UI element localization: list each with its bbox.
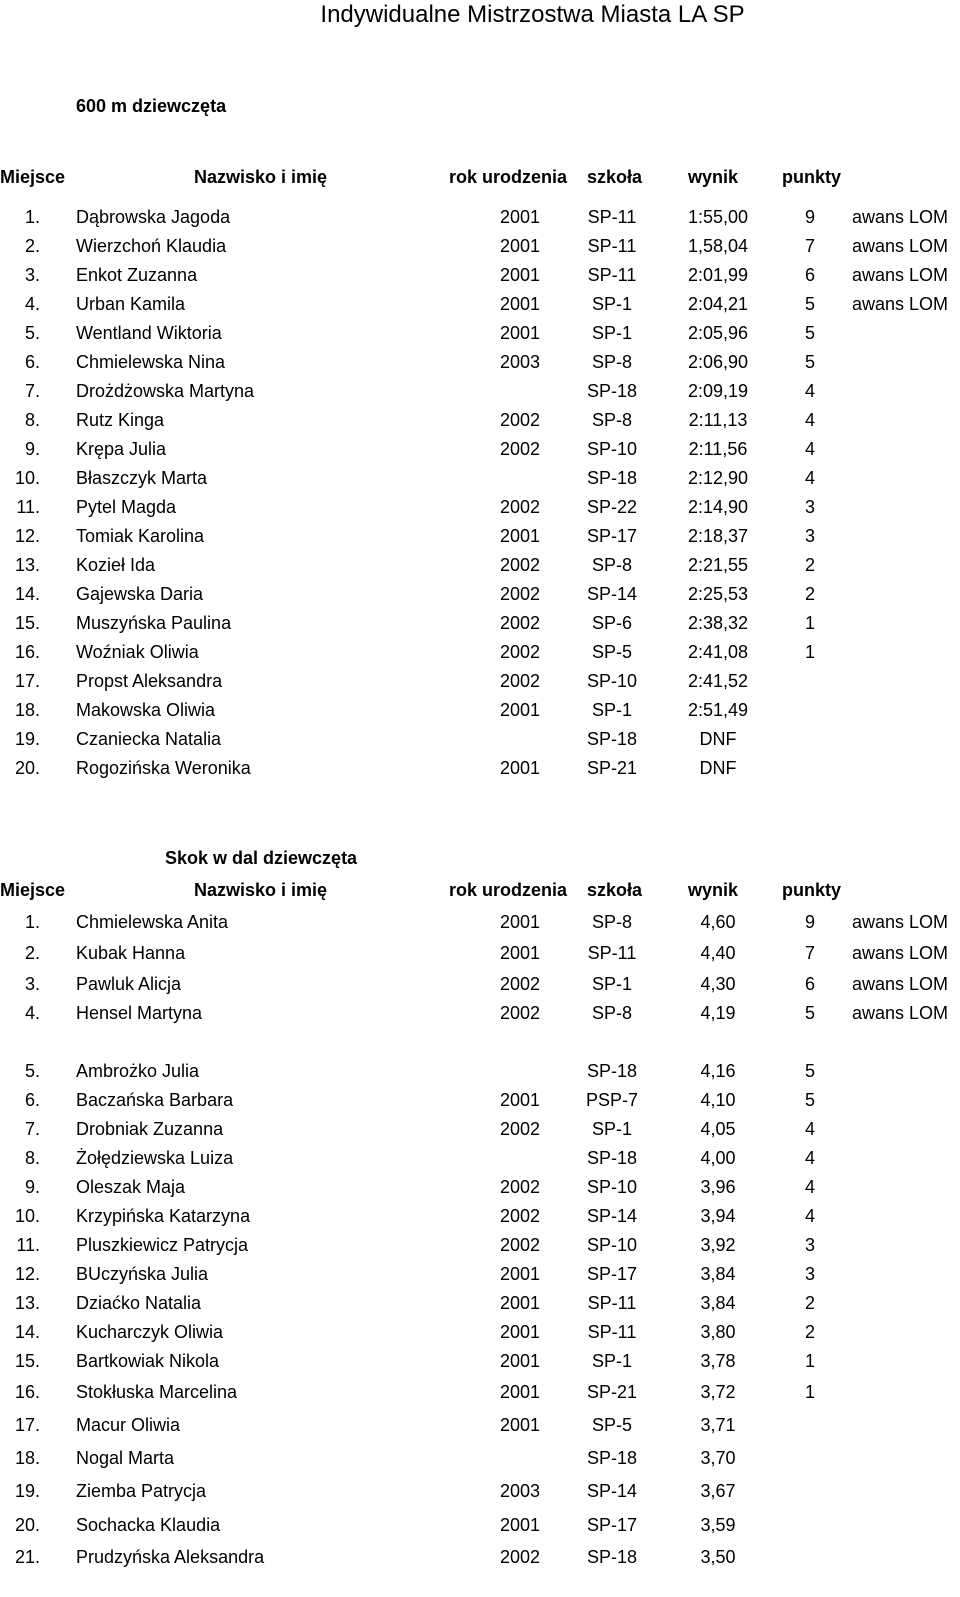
row-school: SP-8 (591, 1003, 633, 1023)
row-result: 2:38,32 (687, 613, 749, 633)
row-place: 15. (14, 613, 40, 633)
row-note: awans LOM (852, 974, 949, 994)
row-year: 2001 (499, 943, 541, 963)
row-result: 2:25,53 (687, 584, 749, 604)
row-place: 17. (14, 671, 40, 691)
page-title: Indywidualne Mistrzostwa Miasta LA SP (320, 1, 745, 28)
row-year: 2002 (499, 1235, 541, 1255)
row-note: awans LOM (852, 912, 949, 932)
row-points: 5 (804, 294, 815, 314)
row-name: Tomiak Karolina (76, 526, 205, 546)
row-points: 4 (804, 1119, 815, 1139)
header-result: wynik (688, 880, 739, 900)
row-school: SP-1 (591, 1119, 633, 1139)
row-points: 2 (804, 1322, 815, 1342)
row-year: 2002 (499, 584, 541, 604)
section-title-600m: 600 m dziewczęta (76, 96, 227, 116)
row-year: 2003 (499, 1481, 541, 1501)
row-place: 3. (24, 265, 40, 285)
row-place: 1. (24, 912, 40, 932)
row-result: 3,67 (700, 1481, 736, 1501)
row-place: 10. (14, 1206, 40, 1226)
row-result: 2:41,52 (687, 671, 749, 691)
row-year: 2002 (499, 642, 541, 662)
row-points: 9 (804, 912, 815, 932)
row-school: SP-14 (586, 1481, 638, 1501)
row-year: 2003 (499, 352, 541, 372)
row-school: SP-18 (586, 1061, 638, 1081)
row-year: 2002 (499, 613, 541, 633)
row-name: Błaszczyk Marta (76, 468, 208, 488)
row-note: awans LOM (852, 207, 949, 227)
row-school: SP-8 (591, 912, 633, 932)
row-points: 4 (804, 468, 815, 488)
row-result: 3,71 (700, 1415, 736, 1435)
row-year: 2002 (499, 1547, 541, 1567)
row-points: 1 (804, 642, 815, 662)
row-school: SP-1 (591, 974, 633, 994)
row-result: 2:04,21 (687, 294, 749, 314)
row-year: 2002 (499, 1003, 541, 1023)
row-year: 2002 (499, 497, 541, 517)
row-name: Drobniak Zuzanna (76, 1119, 224, 1139)
row-name: BUczyńska Julia (76, 1264, 209, 1284)
row-year: 2002 (499, 410, 541, 430)
row-points: 7 (804, 236, 815, 256)
row-result: 3,96 (700, 1177, 736, 1197)
row-name: Wentland Wiktoria (76, 323, 222, 343)
row-place: 13. (14, 1293, 40, 1313)
row-year: 2001 (499, 1515, 541, 1535)
row-points: 2 (804, 584, 815, 604)
row-year: 2001 (499, 1293, 541, 1313)
row-result: 2:11,56 (688, 439, 748, 459)
row-note: awans LOM (852, 265, 949, 285)
row-name: Krzypińska Katarzyna (76, 1206, 251, 1226)
row-points: 1 (804, 1382, 815, 1402)
row-name: Muszyńska Paulina (76, 613, 232, 633)
row-name: Ambrożko Julia (76, 1061, 200, 1081)
row-result: 2:21,55 (687, 555, 749, 575)
row-school: SP-1 (591, 323, 633, 343)
row-year: 2001 (499, 1351, 541, 1371)
row-year: 2002 (499, 1206, 541, 1226)
row-result: 3,72 (700, 1382, 736, 1402)
row-place: 1. (24, 207, 40, 227)
row-year: 2001 (499, 294, 541, 314)
row-name: Enkot Zuzanna (76, 265, 198, 285)
row-school: SP-18 (586, 729, 638, 749)
row-name: Rogozińska Weronika (76, 758, 251, 778)
row-result: 2:14,90 (687, 497, 749, 517)
row-place: 2. (24, 236, 40, 256)
row-points: 5 (804, 323, 815, 343)
row-result: 2:06,90 (687, 352, 749, 372)
row-school: SP-10 (586, 1177, 638, 1197)
row-name: Makowska Oliwia (76, 700, 216, 720)
row-name: Rutz Kinga (76, 410, 165, 430)
row-school: SP-8 (591, 555, 633, 575)
row-name: Stokłuska Marcelina (76, 1382, 238, 1402)
header-place: Miejsce (0, 167, 66, 187)
row-school: SP-18 (586, 1448, 638, 1468)
row-name: Kozieł Ida (76, 555, 156, 575)
row-points: 7 (804, 943, 815, 963)
row-result: DNF (699, 758, 737, 778)
row-school: SP-11 (587, 1293, 637, 1313)
row-name: Bartkowiak Nikola (76, 1351, 220, 1371)
row-result: 4,30 (700, 974, 736, 994)
row-place: 14. (14, 1322, 40, 1342)
row-year: 2001 (499, 236, 541, 256)
row-points: 4 (804, 1206, 815, 1226)
row-name: Macur Oliwia (76, 1415, 181, 1435)
row-result: 4,60 (700, 912, 736, 932)
row-result: 4,19 (700, 1003, 736, 1023)
header-year: rok urodzenia (449, 167, 568, 187)
row-result: 4,05 (700, 1119, 736, 1139)
row-school: SP-1 (591, 1351, 633, 1371)
row-place: 6. (24, 352, 40, 372)
header-points: punkty (782, 167, 842, 187)
row-school: SP-8 (591, 410, 633, 430)
row-place: 13. (14, 555, 40, 575)
row-place: 4. (24, 294, 40, 314)
row-points: 1 (804, 613, 815, 633)
row-note: awans LOM (852, 1003, 949, 1023)
row-school: SP-5 (591, 642, 633, 662)
row-place: 16. (14, 1382, 40, 1402)
row-points: 5 (804, 352, 815, 372)
row-result: 1,58,04 (687, 236, 749, 256)
row-place: 18. (14, 700, 40, 720)
row-year: 2001 (499, 1382, 541, 1402)
header-name: Nazwisko i imię (194, 167, 328, 187)
row-place: 7. (24, 1119, 40, 1139)
row-school: SP-21 (586, 758, 638, 778)
section-title-long-jump: Skok w dal dziewczęta (165, 848, 358, 868)
row-points: 9 (804, 207, 815, 227)
row-school: SP-5 (591, 1415, 633, 1435)
row-school: SP-22 (586, 497, 638, 517)
header-year: rok urodzenia (449, 880, 568, 900)
row-school: SP-18 (586, 1148, 638, 1168)
row-place: 11. (16, 1235, 40, 1255)
row-note: awans LOM (852, 236, 949, 256)
row-result: 2:05,96 (687, 323, 749, 343)
row-result: 3,92 (700, 1235, 736, 1255)
row-year: 2001 (499, 323, 541, 343)
row-year: 2002 (499, 1119, 541, 1139)
row-name: Pawluk Alicja (76, 974, 182, 994)
row-year: 2001 (499, 700, 541, 720)
row-place: 19. (14, 729, 40, 749)
header-name: Nazwisko i imię (194, 880, 328, 900)
row-year: 2001 (499, 1090, 541, 1110)
row-name: Kubak Hanna (76, 943, 186, 963)
row-name: Woźniak Oliwia (76, 642, 199, 662)
row-school: SP-10 (586, 439, 638, 459)
row-place: 2. (24, 943, 40, 963)
header-school: szkoła (587, 880, 643, 900)
row-name: Pytel Magda (76, 497, 177, 517)
row-result: 3,59 (700, 1515, 736, 1535)
row-points: 2 (804, 555, 815, 575)
row-school: SP-14 (586, 1206, 638, 1226)
row-school: SP-14 (586, 584, 638, 604)
row-school: SP-10 (586, 671, 638, 691)
row-result: 2:41,08 (687, 642, 749, 662)
row-result: 4,16 (700, 1061, 736, 1081)
row-year: 2001 (499, 207, 541, 227)
row-points: 3 (804, 1235, 815, 1255)
row-result: 2:11,13 (688, 410, 748, 430)
row-school: SP-1 (591, 700, 633, 720)
row-points: 5 (804, 1061, 815, 1081)
row-result: 3,80 (700, 1322, 736, 1342)
row-name: Gajewska Daria (76, 584, 204, 604)
row-school: SP-11 (587, 265, 637, 285)
row-points: 4 (804, 439, 815, 459)
row-points: 4 (804, 410, 815, 430)
row-place: 5. (24, 323, 40, 343)
row-place: 12. (14, 526, 40, 546)
row-name: Sochacka Klaudia (76, 1515, 221, 1535)
row-result: 1:55,00 (687, 207, 749, 227)
row-name: Oleszak Maja (76, 1177, 186, 1197)
row-place: 3. (24, 974, 40, 994)
row-name: Hensel Martyna (76, 1003, 203, 1023)
row-year: 2002 (499, 671, 541, 691)
row-points: 5 (804, 1090, 815, 1110)
row-place: 11. (16, 497, 40, 517)
row-result: 3,84 (700, 1293, 736, 1313)
row-name: Czaniecka Natalia (76, 729, 222, 749)
row-place: 16. (14, 642, 40, 662)
row-place: 18. (14, 1448, 40, 1468)
row-name: Wierzchoń Klaudia (76, 236, 227, 256)
row-place: 8. (24, 1148, 40, 1168)
row-name: Drożdżowska Martyna (76, 381, 255, 401)
row-school: SP-11 (587, 1322, 637, 1342)
row-name: Chmielewska Nina (76, 352, 226, 372)
row-school: SP-17 (586, 1264, 638, 1284)
row-result: 2:09,19 (687, 381, 749, 401)
row-name: Pluszkiewicz Patrycja (76, 1235, 249, 1255)
row-name: Prudzyńska Aleksandra (76, 1547, 265, 1567)
row-points: 4 (804, 1177, 815, 1197)
row-note: awans LOM (852, 943, 949, 963)
row-place: 6. (24, 1090, 40, 1110)
row-name: Ziemba Patrycja (76, 1481, 207, 1501)
row-school: SP-11 (587, 207, 637, 227)
row-place: 20. (14, 1515, 40, 1535)
row-place: 17. (14, 1415, 40, 1435)
row-result: 3,78 (700, 1351, 736, 1371)
row-points: 3 (804, 526, 815, 546)
row-result: 4,40 (700, 943, 736, 963)
row-result: DNF (699, 729, 737, 749)
row-points: 2 (804, 1293, 815, 1313)
row-year: 2001 (499, 912, 541, 932)
row-name: Krępa Julia (76, 439, 167, 459)
row-year: 2002 (499, 974, 541, 994)
row-result: 2:51,49 (687, 700, 749, 720)
row-note: awans LOM (852, 294, 949, 314)
row-place: 9. (24, 1177, 40, 1197)
row-result: 4,10 (700, 1090, 736, 1110)
header-points: punkty (782, 880, 842, 900)
row-name: Propst Aleksandra (76, 671, 223, 691)
row-year: 2002 (499, 1177, 541, 1197)
row-year: 2001 (499, 1415, 541, 1435)
row-name: Chmielewska Anita (76, 912, 229, 932)
row-school: SP-1 (591, 294, 633, 314)
row-points: 5 (804, 1003, 815, 1023)
row-place: 5. (24, 1061, 40, 1081)
row-school: SP-11 (587, 236, 637, 256)
row-result: 2:01,99 (687, 265, 749, 285)
row-result: 3,50 (700, 1547, 736, 1567)
row-year: 2001 (499, 758, 541, 778)
row-name: Nogal Marta (76, 1448, 175, 1468)
row-name: Żołędziewska Luiza (76, 1148, 234, 1168)
row-name: Dziaćko Natalia (76, 1293, 202, 1313)
header-school: szkoła (587, 167, 643, 187)
row-place: 12. (14, 1264, 40, 1284)
row-school: SP-17 (586, 526, 638, 546)
row-place: 4. (24, 1003, 40, 1023)
row-place: 15. (14, 1351, 40, 1371)
row-school: SP-18 (586, 468, 638, 488)
row-year: 2001 (499, 265, 541, 285)
header-place: Miejsce (0, 880, 66, 900)
row-school: SP-17 (586, 1515, 638, 1535)
row-place: 20. (14, 758, 40, 778)
row-school: SP-18 (586, 1547, 638, 1567)
row-place: 9. (24, 439, 40, 459)
row-points: 4 (804, 1148, 815, 1168)
row-school: SP-10 (586, 1235, 638, 1255)
row-year: 2001 (499, 1322, 541, 1342)
row-school: PSP-7 (585, 1090, 639, 1110)
row-school: SP-21 (586, 1382, 638, 1402)
row-result: 2:18,37 (687, 526, 749, 546)
row-result: 2:12,90 (687, 468, 749, 488)
row-year: 2002 (499, 555, 541, 575)
header-result: wynik (688, 167, 739, 187)
row-place: 7. (24, 381, 40, 401)
row-place: 19. (14, 1481, 40, 1501)
row-school: SP-6 (591, 613, 633, 633)
row-name: Urban Kamila (76, 294, 186, 314)
row-year: 2001 (499, 526, 541, 546)
row-result: 4,00 (700, 1148, 736, 1168)
row-place: 14. (14, 584, 40, 604)
row-points: 1 (804, 1351, 815, 1371)
row-school: SP-18 (586, 381, 638, 401)
row-result: 3,70 (700, 1448, 736, 1468)
row-year: 2001 (499, 1264, 541, 1284)
row-place: 21. (14, 1547, 40, 1567)
row-school: SP-11 (587, 943, 637, 963)
row-year: 2002 (499, 439, 541, 459)
row-points: 3 (804, 497, 815, 517)
row-name: Baczańska Barbara (76, 1090, 234, 1110)
row-points: 6 (804, 974, 815, 994)
row-result: 3,94 (700, 1206, 736, 1226)
row-place: 8. (24, 410, 40, 430)
row-result: 3,84 (700, 1264, 736, 1284)
row-points: 4 (804, 381, 815, 401)
row-name: Kucharczyk Oliwia (76, 1322, 224, 1342)
row-points: 6 (804, 265, 815, 285)
row-place: 10. (14, 468, 40, 488)
row-points: 3 (804, 1264, 815, 1284)
row-name: Dąbrowska Jagoda (76, 207, 231, 227)
row-school: SP-8 (591, 352, 633, 372)
